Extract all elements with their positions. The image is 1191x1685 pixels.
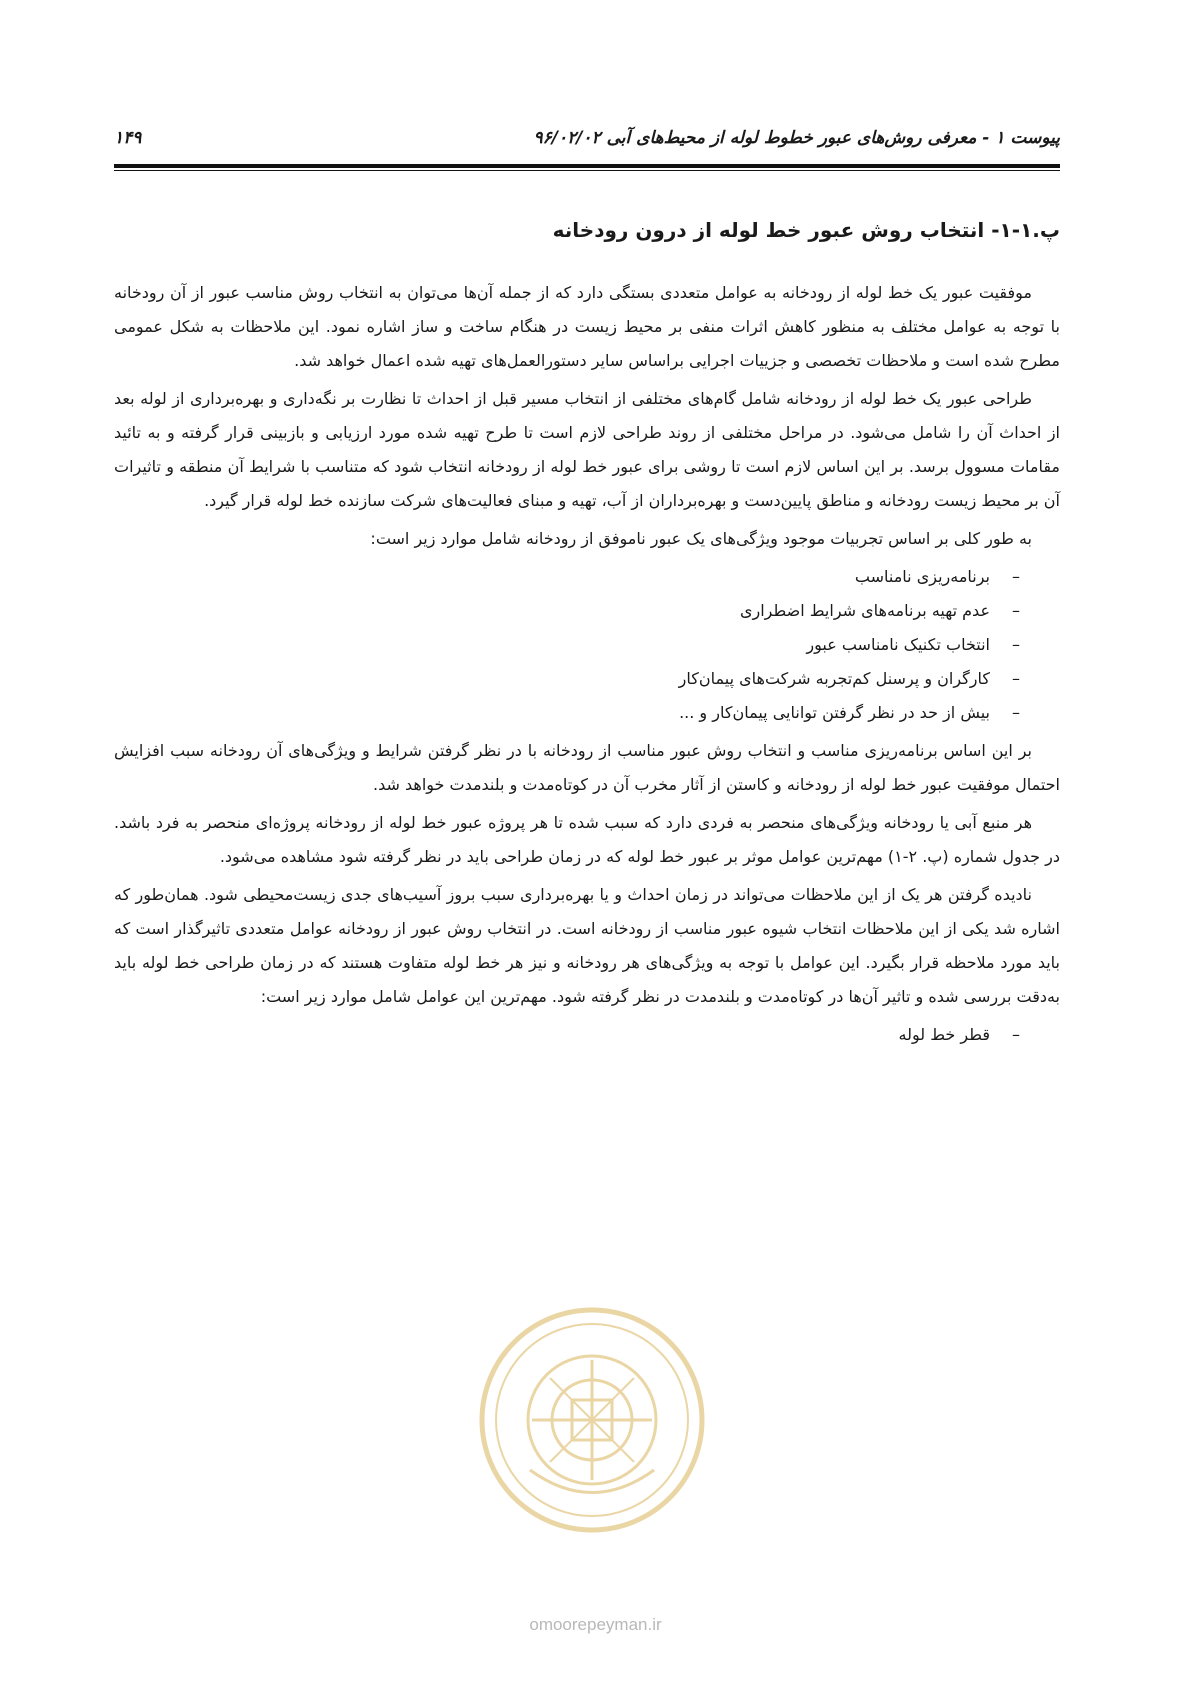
- page-header: [114, 128, 1060, 154]
- list-item-text: بیش از حد در نظر گرفتن توانایی پیمان‌کار و ...: [679, 703, 990, 722]
- paragraph: طراحی عبور یک خط لوله از رودخانه شامل گام‌های مختلفی از انتخاب مسیر قبل از احداث تا نظارت بر نگه‌داری و بهره‌برداری از لوله بعد از احداث آن را شامل می‌شود. در مراحل مختلفی از روند طراحی لازم است تا طرح تهیه شده مورد ارزیابی و بازبینی قرار گرفته و به تائید مقامات مسوول برسد. بر این اساس لازم است تا روشی برای عبور خط لوله از رودخانه انتخاب شود که متناسب با شرایط آن منطقه و تاثیرات آن بر محیط زیست رودخانه و مناطق پایین‌دست و بهره‌برداران از آب، تهیه و مبنای فعالیت‌های شرکت سازنده خط لوله قرار گیرد.: [114, 389, 1060, 510]
- list-item-text: قطر خط لوله: [898, 1025, 990, 1044]
- dash-bullet: –: [1012, 703, 1020, 722]
- section-heading: پ.۱-۱- انتخاب روش عبور خط لوله از درون رودخانه: [552, 218, 1060, 242]
- list-item: [114, 662, 1024, 696]
- list-item: [114, 594, 1024, 628]
- paragraph: بر این اساس برنامه‌ریزی مناسب و انتخاب روش عبور مناسب از رودخانه با در نظر گرفتن شرایط و ویژگی‌های آن رودخانه سبب افزایش احتمال موفقیت عبور خط لوله از رودخانه و کاستن از آثار مخرب آن در کوتاه‌مدت و بلندمدت خواهد شد.: [114, 741, 1060, 794]
- paragraph: موفقیت عبور یک خط لوله از رودخانه به عوامل متعددی بستگی دارد که از جمله آن‌ها می‌توان به انتخاب روش مناسب عبور از آن رودخانه با توجه به عوامل مختلف به منظور کاهش اثرات منفی بر محیط زیست در هنگام ساخت و ساز اشاره نمود. این ملاحظات به شکل عمومی مطرح شده است و ملاحظات تخصصی و جزییات اجرایی براساس سایر دستورالعمل‌های تهیه شده اعمال خواهد شد.: [114, 283, 1060, 370]
- dash-bullet: –: [1012, 567, 1020, 586]
- list-item: [114, 560, 1024, 594]
- failure-list: [114, 560, 1060, 730]
- paragraph: هر منبع آبی یا رودخانه ویژگی‌های منحصر به فردی دارد که سبب شده تا هر پروژه عبور خط لوله از رودخانه پروژه‌ای منحصر به فرد باشد. در جدول شماره (پ. ۲-۱) مهم‌ترین عوامل موثر بر عبور خط لوله که در زمان طراحی باید در نظر گرفته شود مشاهده می‌شود.: [114, 813, 1060, 866]
- header-title: پیوست ۱ - معرفی روش‌های عبور خطوط لوله از محیط‌های آبی ۹۶/۰۲/۰۲: [533, 128, 1060, 148]
- dash-bullet: –: [1012, 635, 1020, 654]
- paragraph: به طور کلی بر اساس تجربیات موجود ویژگی‌های یک عبور ناموفق از رودخانه شامل موارد زیر است:: [370, 529, 1032, 548]
- list-item: [114, 1018, 1024, 1052]
- list-item-text: عدم تهیه برنامه‌های شرایط اضطراری: [739, 601, 990, 620]
- dash-bullet: –: [1012, 669, 1020, 688]
- list-item-text: برنامه‌ریزی نامناسب: [854, 567, 990, 586]
- list-item-text: کارگران و پرسنل کم‌تجربه شرکت‌های پیمان‌کار: [678, 669, 990, 688]
- page-number: ۱۴۹: [114, 128, 142, 148]
- header-rule-thin: [114, 170, 1060, 171]
- seal-watermark-icon: [472, 1300, 712, 1540]
- list-item-text: انتخاب تکنیک نامناسب عبور: [806, 635, 990, 654]
- paragraph: نادیده گرفتن هر یک از این ملاحظات می‌تواند در زمان احداث و یا بهره‌برداری سبب بروز آسیب‌های جدی زیست‌محیطی شود. همان‌طور که اشاره شد یکی از این ملاحظات انتخاب شیوه عبور مناسب از رودخانه است. در انتخاب روش عبور از رودخانه عوامل متعددی تاثیرگذار است که باید مورد ملاحظه قرار بگیرد. این عوامل با توجه به ویژگی‌های هر رودخانه و نیز هر خط لوله متفاوت هستند که در زمان طراحی خط لوله باید به‌دقت بررسی شده و تاثیر آن‌ها در کوتاه‌مدت و بلندمدت در نظر گرفته شود. مهم‌ترین این عوامل شامل موارد زیر است:: [114, 885, 1060, 1006]
- list-item: [114, 628, 1024, 662]
- header-rule-thick: [114, 164, 1060, 168]
- list-item: [114, 696, 1024, 730]
- factor-list: [114, 1018, 1060, 1052]
- dash-bullet: –: [1012, 1025, 1020, 1044]
- website-watermark: omoorepeyman.ir: [529, 1615, 662, 1634]
- dash-bullet: –: [1012, 601, 1020, 620]
- main-content: [114, 214, 1060, 1056]
